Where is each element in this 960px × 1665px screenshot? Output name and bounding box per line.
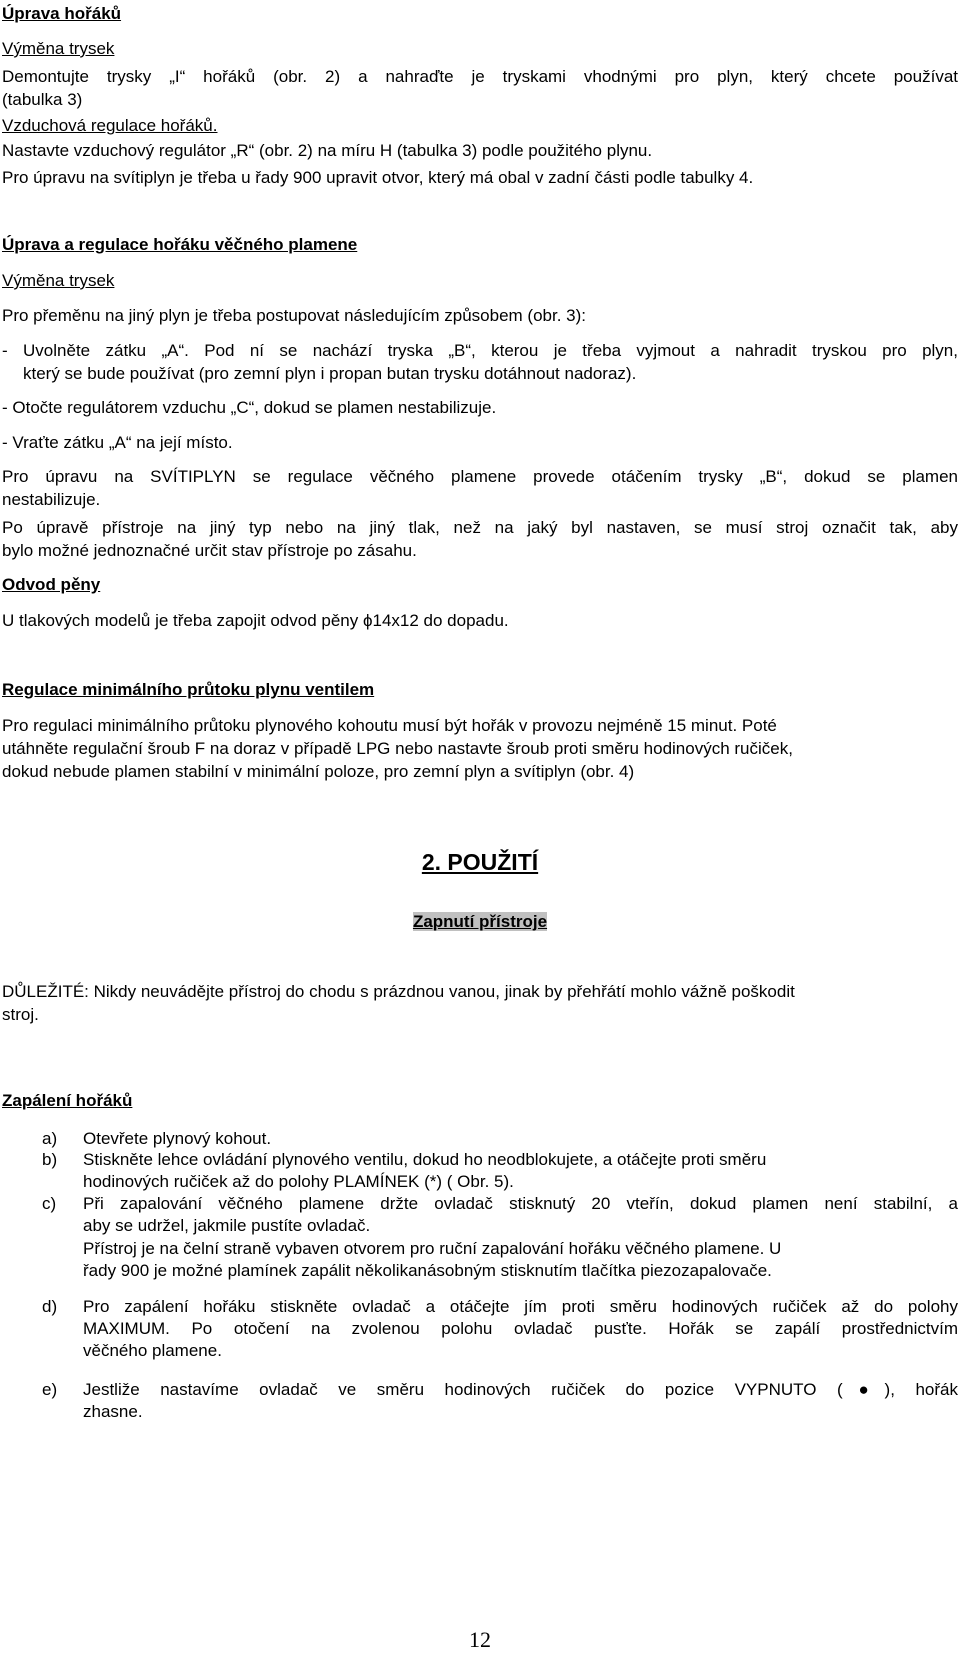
step-line: - Otočte regulátorem vzduchu „C“, dokud se plamen nestabilizuje. (2, 398, 497, 417)
paragraph-line: nestabilizuje. (2, 490, 101, 509)
list-item-text: Stiskněte lehce ovládání plynového ventilu, dokud ho neodblokujete, a otáčejte proti směru (83, 1150, 767, 1169)
heading-min-flow: Regulace minimálního průtoku plynu ventilem (2, 680, 375, 699)
paragraph-line: Nastavte vzduchový regulátor „R“ (obr. 2) na míru H (tabulka 3) podle použitého plynu. (2, 141, 653, 160)
paragraph-line: U tlakových modelů je třeba zapojit odvod pěny ϕ14x12 do dopadu. (2, 611, 509, 630)
heading-foam-drain: Odvod pěny (2, 575, 101, 594)
list-item-text: Při zapalování věčného plamene držte ovladač stisknutý 20 vteřín, dokud plamen není stabilní, a (83, 1194, 958, 1213)
page-number: 12 (469, 1627, 491, 1652)
paragraph-line: Pro přeměnu na jiný plyn je třeba postupovat následujícím způsobem (obr. 3): (2, 306, 586, 325)
highlighted-subtitle: Zapnutí přístroje (412, 912, 548, 931)
important-note: DŮLEŽITÉ: Nikdy neuvádějte přístroj do chodu s prázdnou vanou, jinak by přehřátí mohlo vážně poškodit (2, 982, 795, 1001)
paragraph-line: utáhněte regulační šroub F na doraz v případě LPG nebo nastavte šroub proti směru hodinových ručiček, (2, 739, 793, 758)
subheading-air-regulation: Vzduchová regulace hořáků. (2, 116, 218, 135)
paragraph-line: dokud nebude plamen stabilní v minimální poloze, pro zemní plyn a svítiplyn (obr. 4) (2, 762, 635, 781)
section-title-usage: 2. POUŽITÍ (421, 849, 539, 875)
paragraph-line: Pro úpravu na SVÍTIPLYN se regulace věčného plamene provede otáčením trysky „B“, dokud se plamen (2, 467, 958, 486)
step-line: který se bude používat (pro zemní plyn i propan butan trysku dotáhnout nadoraz). (23, 364, 637, 383)
heading-ignition: Zapálení hořáků (2, 1091, 133, 1110)
heading-burner-adjust: Úprava hořáků (2, 4, 122, 23)
list-item-label: d) (42, 1297, 58, 1316)
subtitle-power-on (0, 912, 960, 932)
list-item-text: řady 900 je možné plamínek zapálit několikanásobným stisknutím tlačítka piezozapalovače. (83, 1261, 772, 1280)
list-item-label: c) (42, 1194, 57, 1213)
paragraph-line: Demontujte trysky „I“ hořáků (obr. 2) a nahraďte je tryskami vhodnými pro plyn, který chcete používat (2, 67, 958, 86)
list-item-text: aby se udržel, jakmile pustíte ovladač. (83, 1216, 371, 1235)
paragraph-line: (tabulka 3) (2, 90, 83, 109)
paragraph-line: Pro úpravu na svítiplyn je třeba u řady 900 upravit otvor, který má obal v zadní části podle tabulky 4. (2, 168, 754, 187)
step-line: - Vraťte zátku „A“ na její místo. (2, 433, 233, 452)
paragraph-line: Pro regulaci minimálního průtoku plynového kohoutu musí být hořák v provozu nejméně 15 minut. Poté (2, 716, 777, 735)
step-line: - Uvolněte zátku „A“. Pod ní se nachází tryska „B“, kterou je třeba vyjmout a nahradit tryskou pro plyn, (2, 341, 958, 360)
list-item-label: e) (42, 1380, 58, 1399)
list-item-text: MAXIMUM. Po otočení na zvolenou polohu ovladač pusťte. Hořák se zapálí prostřednictvím (83, 1319, 958, 1338)
list-item-text: Pro zapálení hořáku stiskněte ovladač a otáčejte jím proti směru hodinových ručiček až do polohy (83, 1297, 958, 1316)
list-item-text: zhasne. (83, 1402, 143, 1421)
list-item-label: a) (42, 1129, 58, 1148)
important-note: stroj. (2, 1005, 39, 1024)
list-item-text: hodinových ručiček až do polohy PLAMÍNEK (*) ( Obr. 5). (83, 1172, 514, 1191)
list-item-text: Otevřete plynový kohout. (83, 1129, 272, 1148)
list-item-label: b) (42, 1150, 58, 1169)
heading-pilot-adjust: Úprava a regulace hořáku věčného plamene (2, 235, 358, 254)
list-item-text: Přístroj je na čelní straně vybaven otvorem pro ruční zapalování hořáku věčného plamene. U (83, 1239, 782, 1258)
list-item-text: Jestliže nastavíme ovladač ve směru hodinových ručiček do pozice VYPNUTO (●), hořák (83, 1380, 958, 1399)
paragraph-line: Po úpravě přístroje na jiný typ nebo na jiný tlak, než na jaký byl nastaven, se musí stroj označit tak, aby (2, 518, 958, 537)
subheading-nozzle-change: Výměna trysek (2, 39, 115, 58)
list-item-text: věčného plamene. (83, 1341, 222, 1360)
paragraph-line: bylo možné jednoznačné určit stav přístroje po zásahu. (2, 541, 417, 560)
subheading-nozzle-change: Výměna trysek (2, 271, 115, 290)
